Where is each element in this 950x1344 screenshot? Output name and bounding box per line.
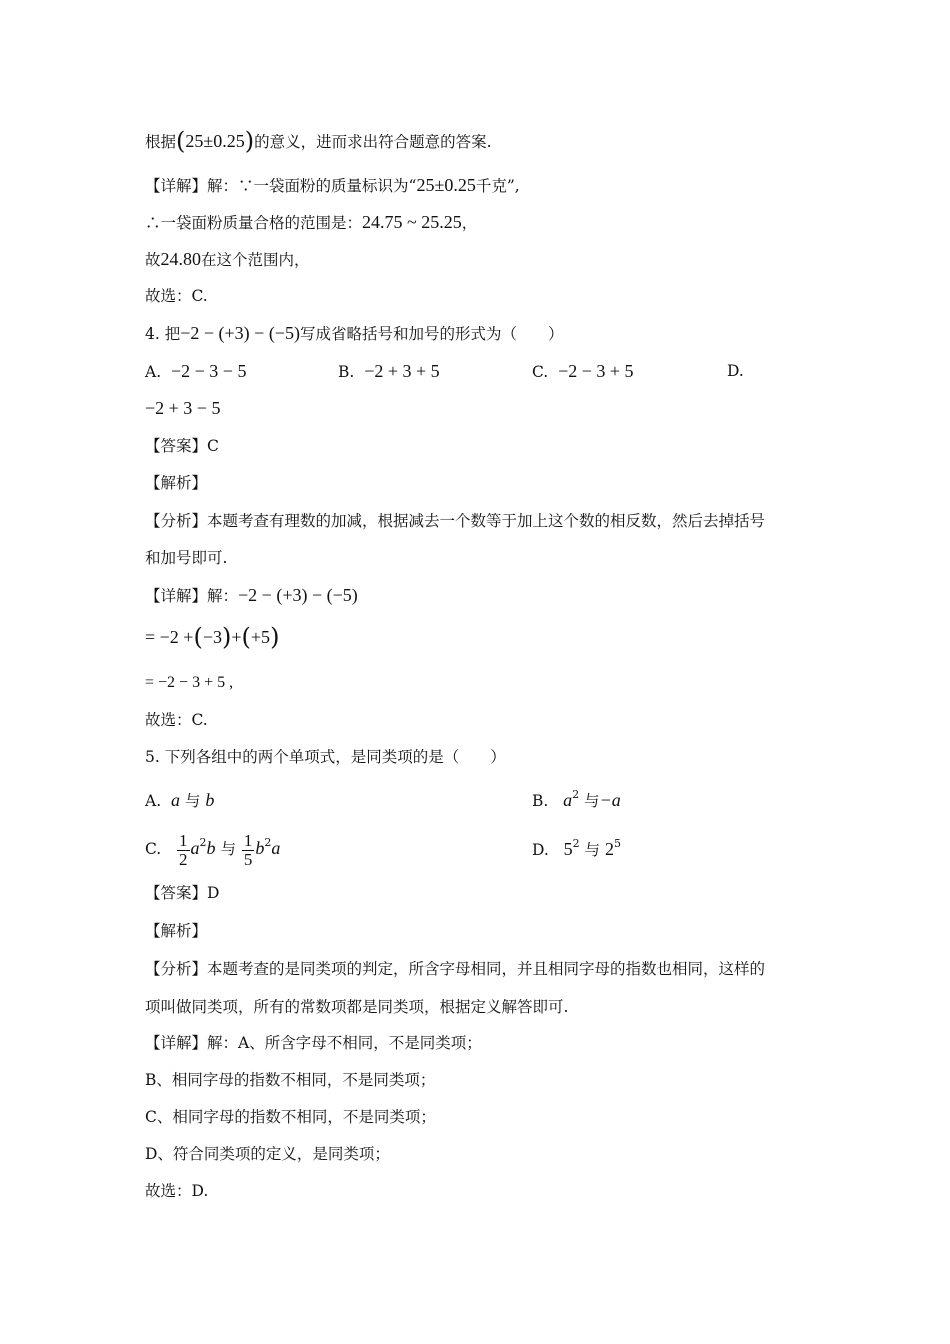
- text-line: [145, 127, 492, 155]
- math-expr: −2 − (+3) − (−5): [180, 323, 300, 343]
- math-expr: −2 − (+3) − (−5): [238, 585, 358, 605]
- math-expr: −2 + 3 − 5: [145, 398, 221, 418]
- analysis-heading: 【解析】: [145, 474, 208, 492]
- question-5: 5. 下列各组中的两个单项式，是同类项的是（ ）: [145, 748, 506, 766]
- analysis-text: 和加号即可.: [145, 549, 228, 567]
- analysis-heading: 【解析】: [145, 922, 208, 940]
- math-expr: −2 + 3 + 5: [364, 361, 440, 381]
- question-4: [145, 322, 563, 345]
- detail-line: B、相同字母的指数不相同，不是同类项；: [145, 1071, 436, 1089]
- text-line: 故选：C.: [145, 287, 208, 305]
- text: 在这个范围内，: [201, 251, 310, 269]
- option-b: B. $a^2$ 与−a: [532, 788, 621, 810]
- detail-line: [145, 584, 358, 607]
- analysis-text: 项叫做同类项，所有的常数项都是同类项，根据定义解答即可.: [145, 998, 569, 1016]
- fraction: $\frac{1}{5}$: [243, 830, 253, 869]
- math-expr: 24.75 ~ 25.25: [362, 212, 462, 232]
- text-line: [145, 248, 310, 271]
- option-d-label: D.: [727, 362, 744, 380]
- option-c: C. $\frac{1}{2}$ $a^2b$ 与 $\frac{1}{5}$ $b^2a$: [145, 830, 281, 869]
- detail-line: C、相同字母的指数不相同，不是同类项；: [145, 1108, 436, 1126]
- math-expr: −2 − 3 + 5: [558, 361, 634, 381]
- detail-line: D、符合同类项的定义，是同类项；: [145, 1145, 390, 1163]
- option-c: C. −2 − 3 + 5: [532, 361, 634, 381]
- fraction: $\frac{1}{2}$: [179, 830, 188, 869]
- text: 千克”,: [475, 177, 520, 195]
- math-expr: 25±0.25: [416, 175, 476, 195]
- paren-close: ): [244, 127, 255, 155]
- detail-step: = −2 − 3 + 5 ,: [145, 674, 234, 691]
- text: 的意义，进而求出符合题意的答案.: [254, 133, 492, 151]
- option-b: B. −2 + 3 + 5: [338, 361, 440, 381]
- text: 写成省略括号和加号的形式为（ ）: [299, 325, 564, 343]
- text: 故: [145, 251, 161, 269]
- option-d-expr: [145, 397, 220, 420]
- paren-open: (: [176, 127, 186, 155]
- analysis-text: 【分析】本题考查有理数的加减，根据减去一个数等于加上这个数的相反数，然后去掉括号: [145, 512, 766, 530]
- question-number: 4. 把: [145, 325, 181, 343]
- text-line: [145, 174, 520, 197]
- answer: 【答案】D: [145, 884, 220, 902]
- detail-step: = −2 +(−3)+(+5): [145, 623, 280, 651]
- text: ∴一袋面粉质量合格的范围是：: [145, 214, 363, 232]
- text: 根据: [145, 133, 177, 151]
- text: 【详解】解：: [145, 587, 239, 605]
- text-line: 故选：C.: [145, 711, 208, 729]
- detail-line: 【详解】解：A、所含字母不相同，不是同类项；: [145, 1034, 482, 1052]
- math-expr: −2 − 3 − 5: [170, 361, 247, 381]
- math-expr: 24.80: [160, 249, 202, 269]
- option-a: A. a 与 b: [145, 790, 215, 810]
- text-line: 故选：D.: [145, 1182, 209, 1200]
- option-a: A. −2 − 3 − 5: [145, 361, 247, 381]
- answer: 【答案】C: [145, 437, 219, 455]
- analysis-text: 【分析】本题考查的是同类项的判定，所含字母相同，并且相同字母的指数也相同，这样的: [145, 960, 766, 978]
- text-line: [145, 211, 477, 234]
- option-d: D. $5^2$ 与 $2^5$: [532, 837, 621, 859]
- math-expr: 25±0.25: [185, 131, 245, 151]
- text: 【详解】解：∵一袋面粉的质量标识为“: [145, 177, 417, 195]
- text: ，: [461, 214, 478, 232]
